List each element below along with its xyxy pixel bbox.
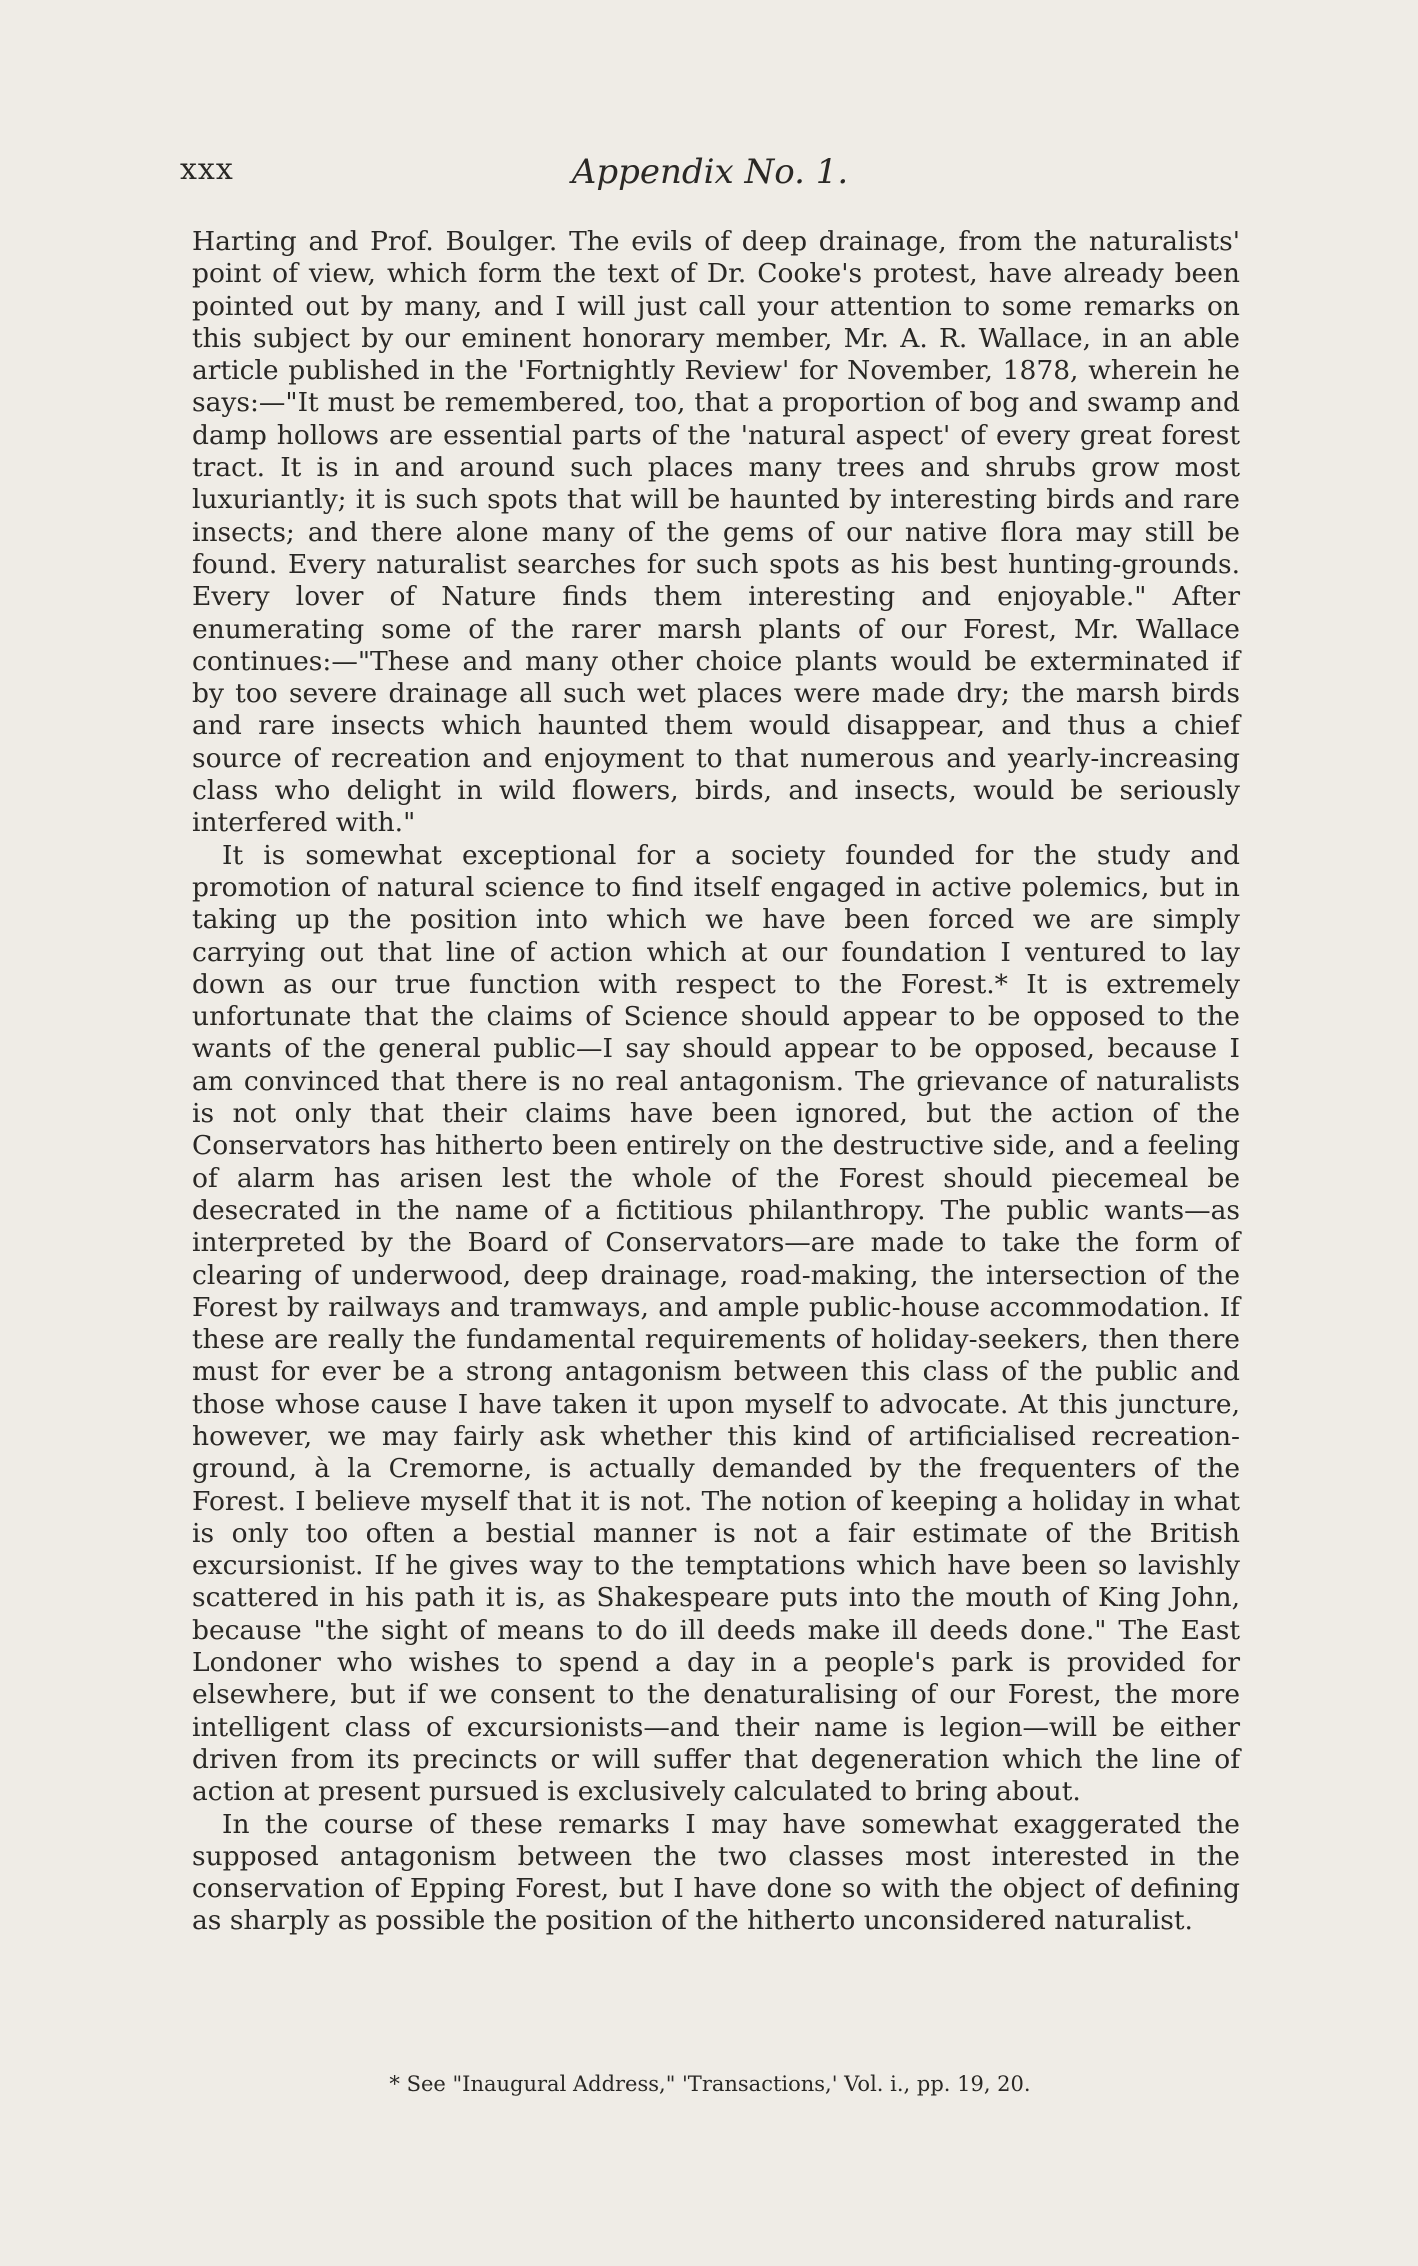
body-text <box>192 226 1240 1938</box>
paragraph-2: It is somewhat exceptional for a society founded for the study and promotion of natural science to find itself engaged in active polemics, but in taking up the position into which we have been forced we are simply carrying out that line of action which at our foundation I ventured to lay down as our true function with respect to the Forest.* It is extremely unfortunate that the claims of Science should appear to be opposed to the wants of the general public—I say should appear to be opposed, because I am convinced that there is no real antagonism. The grievance of naturalists is not only that their claims have been ignored, but the action of the Conservators has hitherto been entirely on the destructive side, and a feeling of alarm has arisen lest the whole of the Forest should piecemeal be desecrated in the name of a fictitious philanthropy. The public wants—as interpreted by the Board of Conservators—are made to take the form of clearing of underwood, deep drainage, road-making, the intersection of the Forest by railways and tramways, and ample public-house accommodation. If these are really the fundamental requirements of holiday-seekers, then there must for ever be a strong antagonism between this class of the public and those whose cause I have taken it upon myself to advocate. At this juncture, however, we may fairly ask whether this kind of artificialised recreation-ground, à la Cremorne, is actually demanded by the frequenters of the Forest. I believe myself that it is not. The notion of keeping a holiday in what is only too often a bestial manner is not a fair estimate of the British excursionist. If he gives way to the temptations which have been so lavishly scattered in his path it is, as Shakespeare puts into the mouth of King John, because "the sight of means to do ill deeds make ill deeds done." The East Londoner who wishes to spend a day in a people's park is provided for elsewhere, but if we consent to the denaturalising of our Forest, the more intelligent class of excursionists—and their name is legion—will be either driven from its precincts or will suffer that degeneration which the line of action at present pursued is exclusively calculated to bring about. <box>192 839 1240 1808</box>
paragraph-1: Harting and Prof. Boulger. The evils of deep drainage, from the naturalists' point of view, which form the text of Dr. Cooke's protest, have already been pointed out by many, and I will just call your attention to some remarks on this subject by our eminent honorary member, Mr. A. R. Wallace, in an able article published in the 'Fortnightly Review' for November, 1878, wherein he says:—"It must be remembered, too, that a proportion of bog and swamp and damp hollows are essential parts of the 'natural aspect' of every great forest tract. It is in and around such places many trees and shrubs grow most luxuriantly; it is such spots that will be haunted by interesting birds and rare insects; and there alone many of the gems of our native flora may still be found. Every naturalist searches for such spots as his best hunting-grounds. Every lover of Nature finds them interesting and enjoyable." After enumerating some of the rarer marsh plants of our Forest, Mr. Wallace continues:—"These and many other choice plants would be exterminated if by too severe drainage all such wet places were made dry; the marsh birds and rare insects which haunted them would disappear, and thus a chief source of recreation and enjoyment to that numerous and yearly-increasing class who delight in wild flowers, birds, and insects, would be seriously interfered with." <box>192 226 1240 839</box>
footnote: * See "Inaugural Address," 'Transactions,' Vol. i., pp. 19, 20. <box>389 2072 1031 2096</box>
page-number: xxx <box>180 152 234 187</box>
paragraph-3: In the course of these remarks I may have somewhat exaggerated the supposed antagonism between the two classes most interested in the conservation of Epping Forest, but I have done so with the object of defining as sharply as possible the position of the hitherto unconsidered naturalist. <box>192 1808 1240 1937</box>
running-title: Appendix No. 1. <box>571 152 849 192</box>
page-header <box>180 152 1240 198</box>
